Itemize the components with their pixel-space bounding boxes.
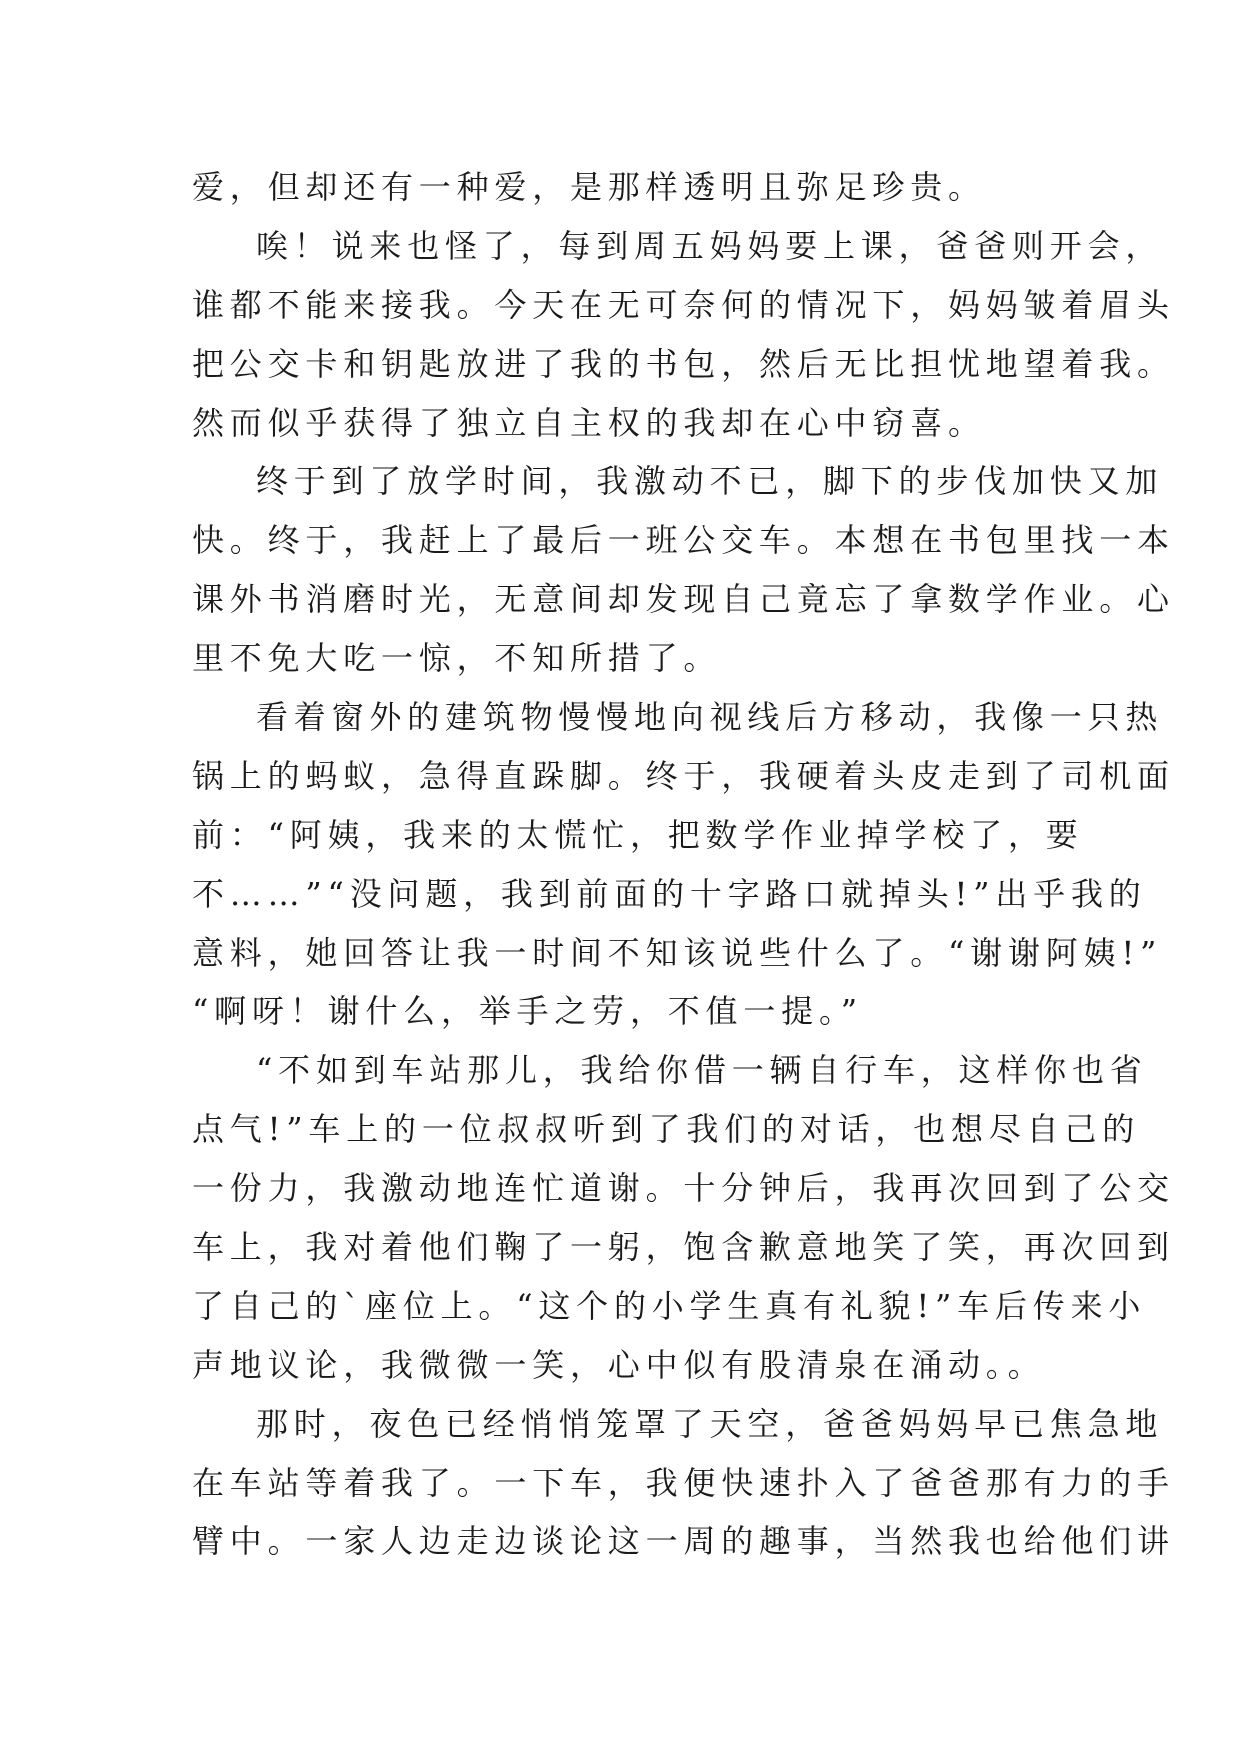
text-line: 唉！说来也怪了，每到周五妈妈要上课，爸爸则开会， bbox=[256, 226, 1164, 265]
text-line: 把公交卡和钥匙放进了我的书包，然后无比担忧地望着我。 bbox=[192, 344, 1175, 383]
text-line: 里不免大吃一惊，不知所措了。 bbox=[192, 639, 722, 678]
text-line: 车上，我对着他们鞠了一躬，饱含歉意地笑了笑，再次回到 bbox=[192, 1228, 1175, 1267]
text-line: 终于到了放学时间，我激动不已，脚下的步伐加快又加 bbox=[256, 462, 1164, 501]
text-line: “啊呀！谢什么，举手之劳，不值一提。” bbox=[192, 992, 863, 1031]
text-line: “不如到车站那儿，我给你借一辆自行车，这样你也省 bbox=[256, 1051, 1148, 1090]
text-line: 爱，但却还有一种爱，是那样透明且弥足珍贵。 bbox=[192, 168, 986, 206]
text-line: 锅上的蚂蚁，急得直跺脚。终于，我硬着头皮走到了司机面 bbox=[192, 756, 1175, 795]
text-line: 不……”“没问题，我到前面的十字路口就掉头!”出乎我的 bbox=[192, 874, 1147, 913]
text-line: 然而似乎获得了独立自主权的我却在心中窃喜。 bbox=[192, 403, 986, 442]
text-line: 点气!”车上的一位叔叔听到了我们的对话，也想尽自己的 bbox=[192, 1110, 1141, 1149]
text-line: 快。终于，我赶上了最后一班公交车。本想在书包里找一本 bbox=[192, 521, 1175, 560]
text-line: 一份力，我激动地连忙道谢。十分钟后，我再次回到了公交 bbox=[192, 1169, 1175, 1208]
text-line: 那时，夜色已经悄悄笼罩了天空，爸爸妈妈早已焦急地 bbox=[256, 1404, 1164, 1443]
text-line: 臂中。一家人边走边谈论这一周的趣事，当然我也给他们讲 bbox=[192, 1522, 1175, 1561]
text-line: 意料，她回答让我一时间不知该说些什么了。“谢谢阿姨!” bbox=[192, 933, 1163, 972]
text-line: 看着窗外的建筑物慢慢地向视线后方移动，我像一只热 bbox=[256, 698, 1164, 737]
text-line: 了自己的`座位上。“这个的小学生真有礼貌!”车后传来小 bbox=[192, 1286, 1147, 1325]
text-line: 在车站等着我了。一下车，我便快速扑入了爸爸那有力的手 bbox=[192, 1463, 1175, 1502]
body-text bbox=[192, 158, 1175, 1571]
text-line: 谁都不能来接我。今天在无可奈何的情况下，妈妈皱着眉头 bbox=[192, 285, 1175, 324]
text-line: 声地议论，我微微一笑，心中似有股清泉在涌动。。 bbox=[192, 1345, 1046, 1384]
text-line: 课外书消磨时光，无意间却发现自己竟忘了拿数学作业。心 bbox=[192, 580, 1175, 619]
text-line: 前：“阿姨，我来的太慌忙，把数学作业掉学校了，要 bbox=[192, 815, 1084, 854]
